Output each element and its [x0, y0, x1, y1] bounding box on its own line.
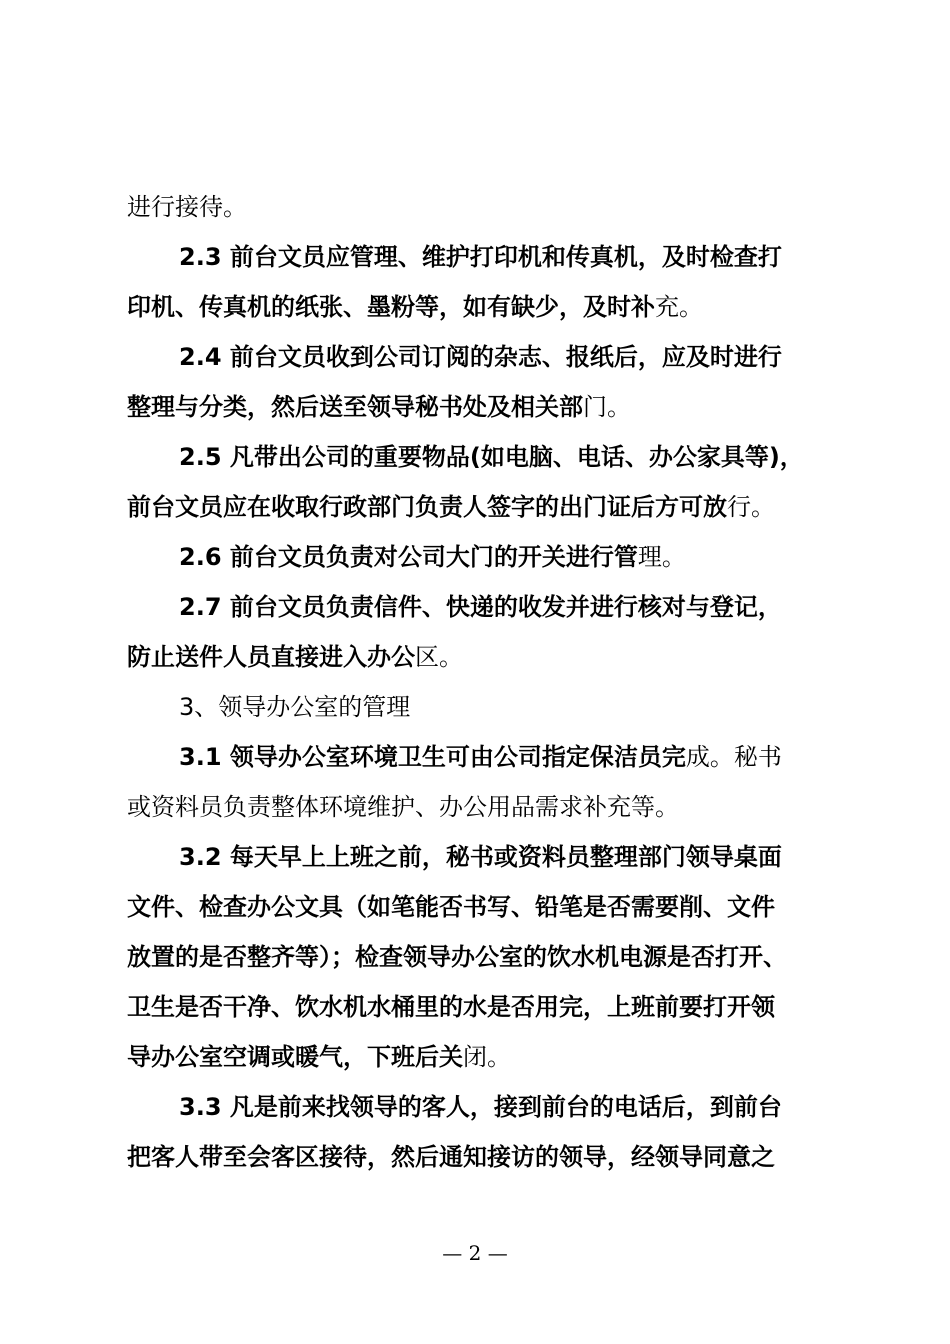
text-line-18: [127, 1032, 511, 1082]
line-normal-text: 充。: [655, 293, 703, 321]
text-line-10: [127, 632, 463, 682]
line-bold-text: 2.4 前台文员收到公司订阅的杂志、报纸后，应及时进行: [179, 343, 782, 371]
line-bold-text: 把客人带至会客区接待，然后通知接访的领导，经领导同意之: [127, 1143, 775, 1171]
line-bold-text: 导办公室空调或暖气，下班后关: [127, 1043, 463, 1071]
text-line-2: [179, 232, 782, 282]
text-line-8: [179, 532, 686, 582]
text-line-16: [127, 932, 787, 982]
text-line-5: [127, 382, 631, 432]
line-bold-text: 2.3 前台文员应管理、维护打印机和传真机，及时检查打: [179, 243, 782, 271]
section-heading: [179, 682, 410, 732]
line-bold-text: 整理与分类，然后送至领导秘书处及相关部: [127, 393, 583, 421]
line-bold-text: 3.3 凡是前来找领导的客人，接到前台的电话后，到前台: [179, 1093, 782, 1121]
text-line-6: [179, 432, 804, 482]
line-normal-text: 3、领导办公室的管理: [179, 693, 411, 721]
text-line-14: [179, 832, 782, 882]
text-line-7: [127, 482, 775, 532]
line-normal-text: 成。秘书: [685, 743, 782, 771]
line-bold-text: 3.1 领导办公室环境卫生可由公司指定保洁员完: [179, 743, 686, 771]
text-line-3: [127, 282, 703, 332]
text-line-15: [127, 882, 775, 932]
line-normal-text: 进行接待。: [127, 193, 247, 221]
page-number: — 2 —: [442, 1241, 508, 1265]
line-normal-text: 理。: [637, 543, 686, 571]
line-bold-text: 2.5 凡带出公司的重要物品(如电脑、电话、办公家具等)，: [179, 443, 804, 471]
line-bold-text: 2.7 前台文员负责信件、快递的收发并进行核对与登记，: [179, 593, 782, 621]
text-line-20: [127, 1132, 775, 1182]
text-line-12: [179, 732, 782, 782]
line-normal-text: 门。: [583, 393, 631, 421]
line-bold-text: 3.2 每天早上上班之前，秘书或资料员整理部门领导桌面: [179, 843, 782, 871]
line-bold-text: 前台文员应在收取行政部门负责人签字的出门证后方可放: [127, 493, 727, 521]
line-bold-text: 印机、传真机的纸张、墨粉等，如有缺少，及时补: [127, 293, 655, 321]
line-bold-text: 2.6 前台文员负责对公司大门的开关进行管: [179, 543, 638, 571]
line-bold-text: 防止送件人员直接进入办公: [127, 643, 415, 671]
text-line-1: [127, 182, 247, 232]
line-normal-text: 行。: [727, 493, 775, 521]
text-line-13: [127, 782, 679, 832]
line-bold-text: 文件、检查办公文具（如笔能否书写、铅笔是否需要削、文件: [127, 893, 775, 921]
text-line-17: [127, 982, 775, 1032]
line-bold-text: 卫生是否干净、饮水机水桶里的水是否用完，上班前要打开领: [127, 993, 775, 1021]
line-normal-text: 闭。: [463, 1043, 511, 1071]
line-bold-text: 放置的是否整齐等）；检查领导办公室的饮水机电源是否打开、: [127, 943, 787, 971]
text-line-4: [179, 332, 782, 382]
text-line-9: [179, 582, 782, 632]
line-normal-text: 或资料员负责整体环境维护、办公用品需求补充等。: [127, 793, 679, 821]
text-line-19: [179, 1082, 782, 1132]
line-normal-text: 区。: [415, 643, 463, 671]
